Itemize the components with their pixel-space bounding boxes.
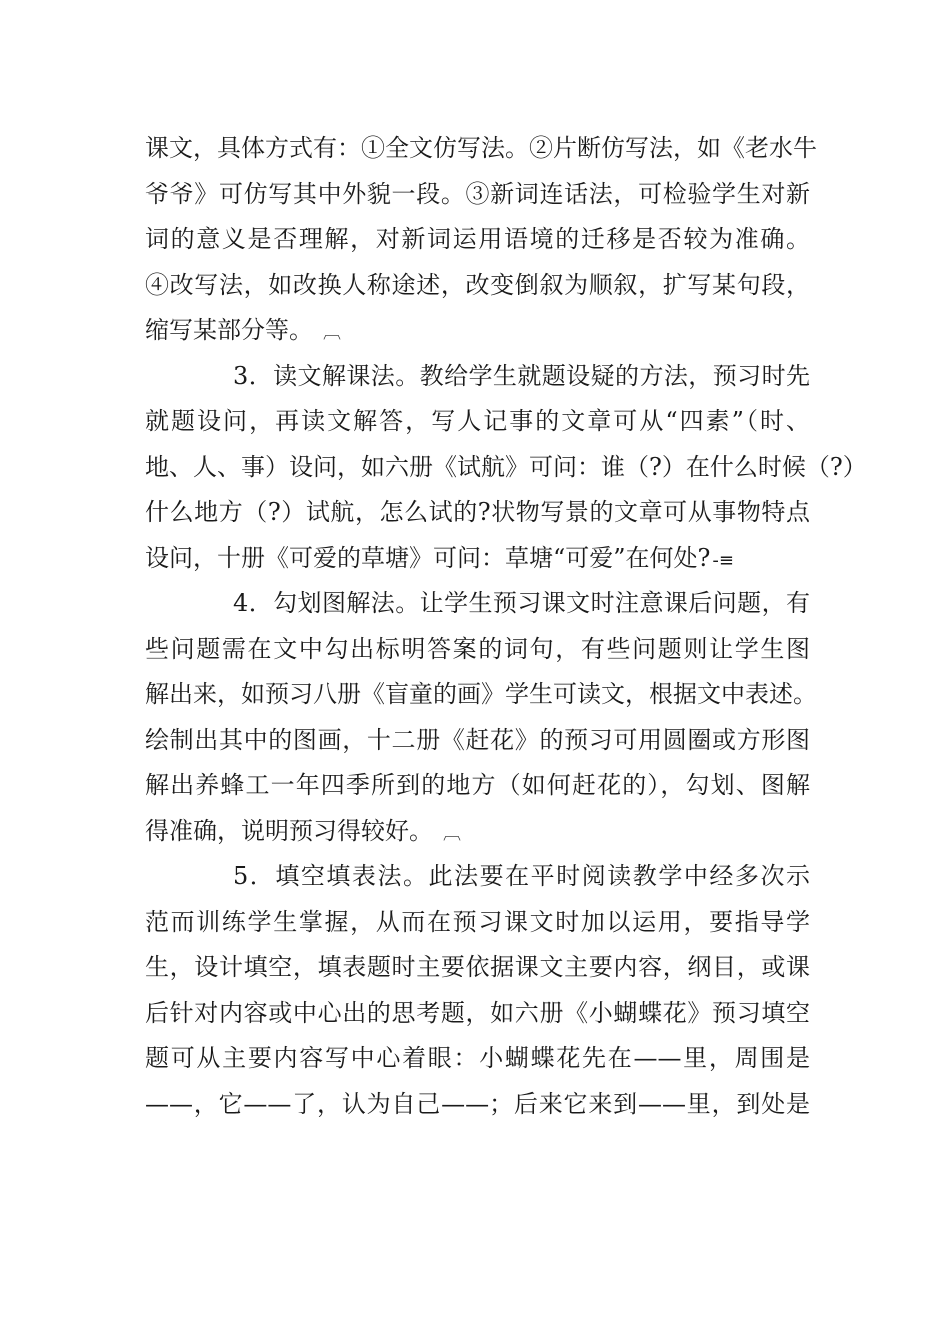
text-line: 生，设计填空，填表题时主要依据课文主要内容，纲目，或课 xyxy=(145,953,810,981)
text-line: 解出养蜂工一年四季所到的地方（如何赶花的），勾划、图解 xyxy=(145,771,810,799)
text-line-content: 缩写某部分等。 xyxy=(145,316,313,344)
text-line-last xyxy=(145,809,810,855)
document-body xyxy=(145,126,867,1127)
paragraph-2 xyxy=(145,354,867,582)
paragraph-3 xyxy=(145,581,817,854)
text-line-last xyxy=(145,536,810,582)
text-line: 爷爷》可仿写其中外貌一段。③新词连话法，可检验学生对新 xyxy=(145,179,810,208)
text-line: 什么地方（?）试航，怎么试的?状物写景的文章可从事物特点 xyxy=(145,498,810,526)
text-line: 绘制出其中的图画，十二册《赶花》的预习可用圆圈或方形图 xyxy=(145,725,810,754)
text-line: 后针对内容或中心出的思考题，如六册《小蝴蝶花》预习填空 xyxy=(145,998,810,1027)
text-line: 些问题需在文中勾出标明答案的词句，有些问题则让学生图 xyxy=(145,634,810,663)
text-line: 解出来，如预习八册《盲童的画》学生可读文，根据文中表述。 xyxy=(145,680,817,708)
end-mark: -≡ xyxy=(712,549,734,571)
text-line: ——，它——了，认为自己——；后来它来到——里，到处是 xyxy=(145,1089,810,1118)
text-line-content: 设问，十册《可爱的草塘》可问：草塘“可爱”在何处? xyxy=(145,543,711,572)
text-line: 题可从主要内容写中心着眼：小蝴蝶花先在——里，周围是 xyxy=(145,1044,810,1072)
paragraph-4 xyxy=(145,854,810,1127)
text-line: 地、人、事）设问，如六册《试航》可问：谁（?）在什么时候（?） xyxy=(145,452,867,481)
end-mark: ︹ xyxy=(443,822,461,844)
text-line: 就题设问，再读文解答，写人记事的文章可从“四素”（时、 xyxy=(145,407,810,435)
text-line: 词的意义是否理解，对新词运用语境的迁移是否较为准确。 xyxy=(145,225,810,253)
text-line-indented: 3．读文解课法。教给学生就题设疑的方法，预习时先 xyxy=(233,361,810,390)
text-line-last xyxy=(145,308,810,354)
text-line: 课文，具体方式有：①全文仿写法。②片断仿写法，如《老水牛 xyxy=(145,134,817,162)
text-line-indented: 5．填空填表法。此法要在平时阅读教学中经多次示 xyxy=(233,862,810,890)
text-line-content: 得准确，说明预习得较好。 xyxy=(145,816,433,845)
paragraph-1 xyxy=(145,126,817,354)
end-mark: ︹ xyxy=(323,322,341,343)
text-line: ④改写法，如改换人称途述，改变倒叙为顺叙，扩写某句段， xyxy=(145,270,810,299)
text-line: 范而训练学生掌握，从而在预习课文时加以运用，要指导学 xyxy=(145,907,810,936)
text-line-indented: 4．勾划图解法。让学生预习课文时注意课后问题，有 xyxy=(233,589,810,617)
